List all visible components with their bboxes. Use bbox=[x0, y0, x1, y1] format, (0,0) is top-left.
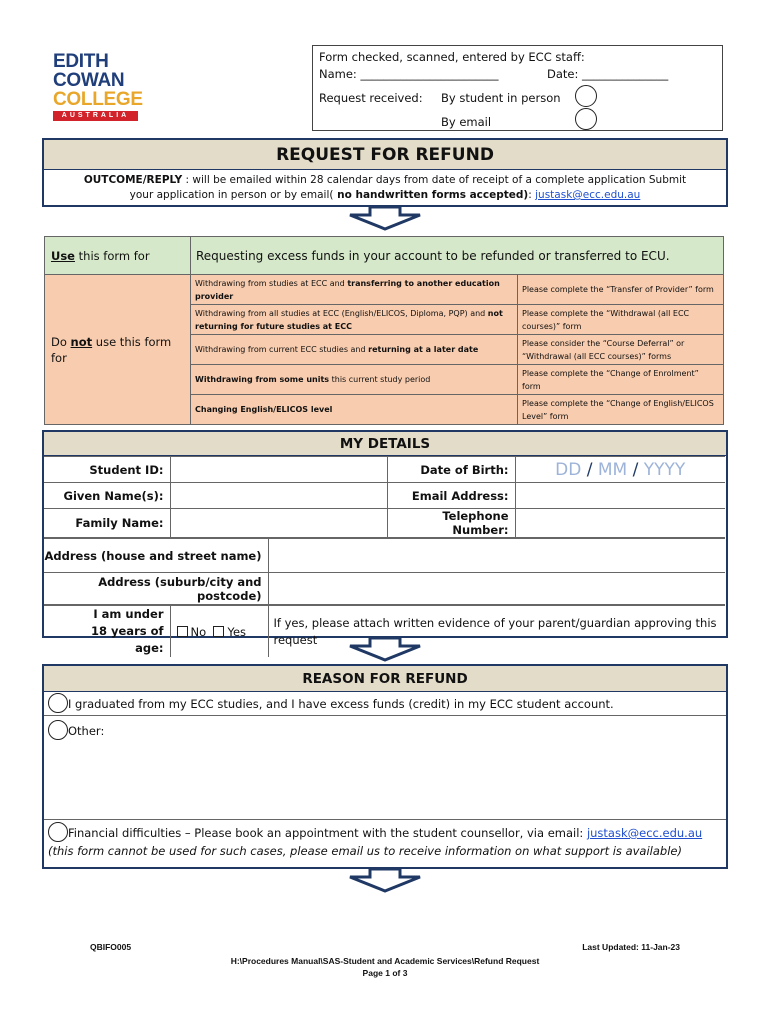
donot-1: Do bbox=[51, 334, 71, 349]
address-street-input[interactable] bbox=[268, 539, 725, 573]
logo-line-cowan: COWAN bbox=[53, 70, 125, 91]
reason-financial-row bbox=[44, 820, 726, 860]
no-label: No bbox=[190, 624, 207, 639]
use-label: Use bbox=[51, 248, 75, 263]
outcome-colon: : bbox=[528, 189, 536, 201]
logo-line-edith: EDITH bbox=[53, 51, 109, 72]
staff-checked-line: Form checked, scanned, entered by ECC staff: bbox=[319, 50, 585, 64]
exclusion-row-3-desc bbox=[191, 365, 518, 395]
outcome-label: OUTCOME/REPLY bbox=[83, 174, 183, 186]
under-18-options bbox=[170, 606, 268, 658]
yes-label: Yes bbox=[227, 624, 247, 639]
staff-name-line[interactable]: Name: ________________________ bbox=[319, 67, 499, 81]
financial-label: Financial difficulties – Please book an appointment with the student counsellor, via email: bbox=[68, 826, 587, 840]
excl-3-a2: this current study period bbox=[329, 375, 431, 384]
email-input[interactable] bbox=[515, 483, 725, 509]
dob-input[interactable] bbox=[515, 457, 725, 483]
page-title: REQUEST FOR REFUND bbox=[44, 140, 726, 170]
excl-1-a1: Withdrawing from all studies at ECC (English/ELICOS, Diploma, PQP) and bbox=[195, 308, 488, 318]
by-person-radio[interactable] bbox=[575, 85, 597, 107]
donot-2: use this form for bbox=[51, 334, 172, 365]
student-id-input[interactable] bbox=[170, 457, 387, 483]
excl-0-a1: Withdrawing from studies at ECC and bbox=[195, 278, 348, 288]
staff-received-label: Request received: bbox=[319, 91, 423, 105]
use-label-cell bbox=[45, 237, 191, 275]
excl-4-bold: Changing English/ELICOS level bbox=[195, 405, 333, 414]
excl-2-bold: returning at a later date bbox=[368, 345, 479, 354]
outcome-text-1: : will be emailed within 28 calendar days from date of receipt of a complete application Submit bbox=[182, 174, 687, 186]
exclusion-row-1-action: Please complete the “Withdrawal (all ECC courses)” form bbox=[518, 305, 724, 335]
financial-radio[interactable] bbox=[48, 822, 68, 842]
footer-path-block bbox=[0, 955, 770, 979]
down-arrow-icon bbox=[340, 869, 430, 893]
staff-use-box bbox=[312, 45, 723, 131]
my-details-title: MY DETAILS bbox=[44, 432, 726, 456]
address-table bbox=[44, 538, 725, 605]
address-suburb-input[interactable] bbox=[268, 573, 725, 605]
request-header-section bbox=[42, 138, 728, 207]
exclusion-row-2-action: Please consider the “Course Deferral” or “Withdrawal (all ECC courses)” forms bbox=[518, 335, 724, 365]
phone-input[interactable] bbox=[515, 509, 725, 538]
dob-label: Date of Birth: bbox=[387, 457, 515, 483]
dob-sep-2: / bbox=[632, 459, 639, 480]
excl-2-a1: Withdrawing from current ECC studies and bbox=[195, 345, 369, 354]
form-code: QBIFO005 bbox=[90, 942, 132, 952]
financial-email-link[interactable]: justask@ecc.edu.au bbox=[586, 826, 703, 840]
use-description: Requesting excess funds in your account to be refunded or transferred to ECU. bbox=[191, 237, 724, 275]
outcome-text bbox=[44, 170, 726, 203]
family-name-input[interactable] bbox=[170, 509, 387, 538]
email-label: Email Address: bbox=[387, 483, 515, 509]
last-updated: Last Updated: 11-Jan-23 bbox=[582, 942, 680, 952]
ecc-logo bbox=[53, 52, 143, 121]
under-18-label: I am under 18 years of age: bbox=[44, 606, 170, 658]
exclusion-row-4-action: Please complete the “Change of English/ELICOS Level” form bbox=[518, 395, 724, 425]
if-yes-note: If yes, please attach written evidence of your parent/guardian approving this request bbox=[268, 606, 725, 658]
excl-3-bold: Withdrawing from some units bbox=[195, 375, 330, 384]
by-email-radio[interactable] bbox=[575, 108, 597, 130]
outcome-text-2: your application in person or by email( bbox=[129, 189, 334, 201]
graduated-label: I graduated from my ECC studies, and I have excess funds (credit) in my ECC student account. bbox=[68, 697, 614, 711]
exclusion-row-1-desc bbox=[191, 305, 518, 335]
yes-checkbox[interactable] bbox=[213, 626, 224, 637]
other-label: Other: bbox=[68, 724, 105, 738]
use-this-form-table bbox=[44, 236, 724, 425]
student-id-label: Student ID: bbox=[44, 457, 170, 483]
file-path: H:\Procedures Manual\SAS-Student and Academic Services\Refund Request bbox=[230, 956, 540, 966]
given-name-input[interactable] bbox=[170, 483, 387, 509]
dob-dd: DD bbox=[555, 459, 582, 480]
no-checkbox[interactable] bbox=[177, 626, 188, 637]
reason-title: REASON FOR REFUND bbox=[44, 666, 726, 692]
reason-other-row[interactable] bbox=[44, 716, 726, 820]
excl-1-bold: not returning for future studies at ECC bbox=[195, 308, 503, 331]
page-number: Page 1 of 3 bbox=[362, 968, 408, 978]
exclusion-row-0-action: Please complete the “Transfer of Provider” form bbox=[518, 275, 724, 305]
logo-line-college: COLLEGE bbox=[53, 89, 143, 110]
dob-yyyy: YYYY bbox=[643, 459, 686, 480]
use-label-rest: this form for bbox=[74, 248, 150, 263]
graduated-radio[interactable] bbox=[48, 693, 68, 713]
address-street-label: Address (house and street name) bbox=[44, 539, 268, 573]
phone-label: Telephone Number: bbox=[387, 509, 515, 538]
outcome-bold: no handwritten forms accepted) bbox=[333, 189, 529, 201]
exclusion-row-2-desc bbox=[191, 335, 518, 365]
staff-by-person-label: By student in person bbox=[441, 91, 561, 105]
dob-sep-1: / bbox=[586, 459, 593, 480]
my-details-table bbox=[44, 456, 725, 538]
down-arrow-icon bbox=[340, 207, 430, 231]
staff-by-email-label: By email bbox=[441, 115, 492, 129]
dob-mm: MM bbox=[597, 459, 628, 480]
logo-bar-australia: AUSTRALIA bbox=[53, 111, 138, 121]
staff-date-line[interactable]: Date: _______________ bbox=[547, 67, 669, 81]
excl-0-bold: transferring to another education provider bbox=[195, 278, 500, 301]
family-name-label: Family Name: bbox=[44, 509, 170, 538]
financial-note: (this form cannot be used for such cases, please email us to receive information on what support is available) bbox=[48, 844, 682, 858]
exclusion-row-3-action: Please complete the “Change of Enrolment” form bbox=[518, 365, 724, 395]
given-name-label: Given Name(s): bbox=[44, 483, 170, 509]
exclusion-row-0-desc bbox=[191, 275, 518, 305]
outcome-email-link[interactable]: justask@ecc.edu.au bbox=[535, 189, 641, 201]
my-details-section bbox=[42, 430, 728, 655]
do-not-use-cell bbox=[45, 275, 191, 425]
other-radio[interactable] bbox=[48, 720, 68, 740]
donot-not: not bbox=[70, 334, 93, 349]
reason-section bbox=[42, 664, 728, 869]
reason-graduated-row bbox=[44, 692, 726, 716]
address-suburb-label: Address (suburb/city and postcode) bbox=[44, 573, 268, 605]
exclusion-row-4-desc bbox=[191, 395, 518, 425]
down-arrow-icon bbox=[340, 638, 430, 662]
